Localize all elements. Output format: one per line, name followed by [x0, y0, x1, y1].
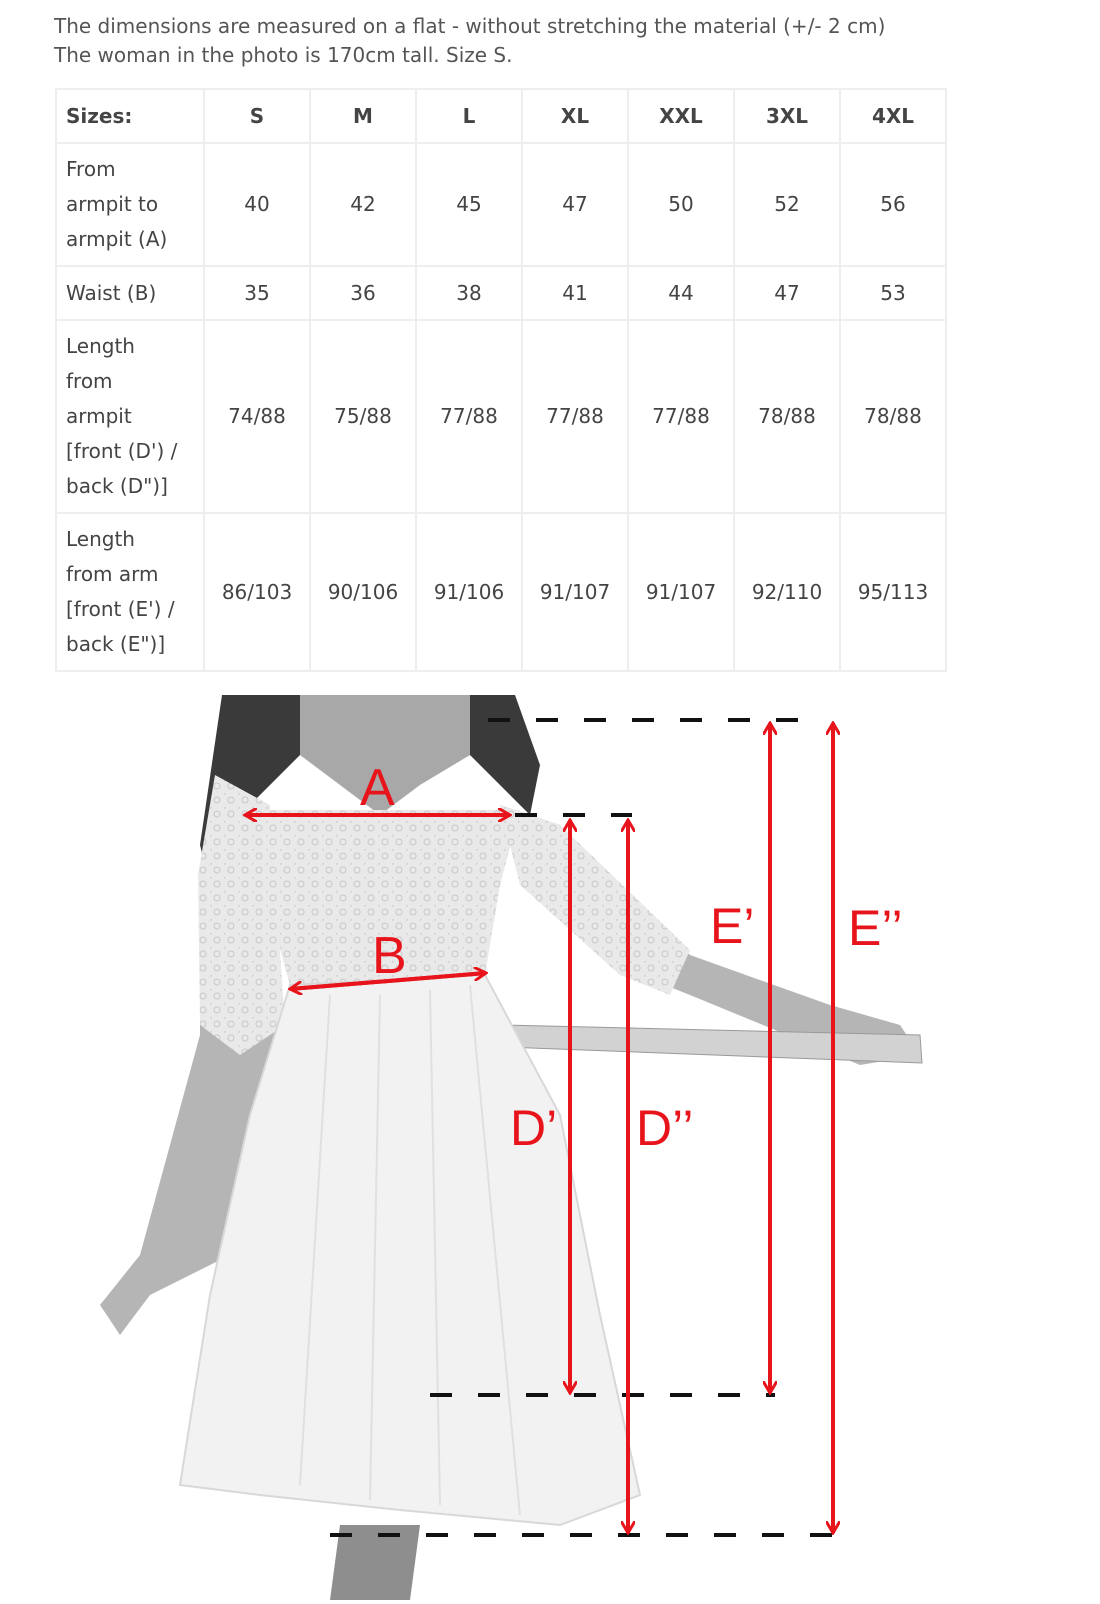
table-row — [56, 320, 946, 513]
measurement-diagram — [0, 695, 1100, 1600]
table-row — [56, 266, 946, 320]
size-m: M — [310, 89, 416, 143]
label-line: Waist (B) — [66, 280, 157, 305]
size-xxl: XXL — [628, 89, 734, 143]
table-cell: 42 — [310, 143, 416, 266]
label-line: Length — [66, 334, 135, 358]
table-cell: 74/88 — [204, 320, 310, 513]
label-line: [front (E') / — [66, 597, 175, 621]
row-label-length-arm — [56, 513, 204, 671]
label-line: from — [66, 369, 113, 393]
table-cell: 47 — [522, 143, 628, 266]
table-cell: 52 — [734, 143, 840, 266]
table-cell: 78/88 — [734, 320, 840, 513]
right-sleeve-shape — [500, 805, 690, 995]
size-header-row — [56, 89, 946, 143]
table-cell: 90/106 — [310, 513, 416, 671]
table-cell: 56 — [840, 143, 946, 266]
label-line: armpit — [66, 404, 132, 428]
label-line: back (E")] — [66, 632, 166, 656]
table-cell: 86/103 — [204, 513, 310, 671]
size-4xl: 4XL — [840, 89, 946, 143]
label-line: armpit (A) — [66, 227, 168, 251]
intro-line-2: The woman in the photo is 170cm tall. Size S. — [54, 43, 513, 67]
table-cell: 92/110 — [734, 513, 840, 671]
table-cell: 95/113 — [840, 513, 946, 671]
table-cell: 91/107 — [522, 513, 628, 671]
diagram-svg — [0, 695, 1100, 1600]
table-cell: 78/88 — [840, 320, 946, 513]
table-cell: 77/88 — [416, 320, 522, 513]
label-d2: D’’ — [636, 1100, 694, 1156]
table-cell: 77/88 — [628, 320, 734, 513]
table-cell: 36 — [310, 266, 416, 320]
size-table — [55, 88, 947, 672]
table-cell: 91/107 — [628, 513, 734, 671]
row-label-length-armpit — [56, 320, 204, 513]
sizes-header-label: Sizes: — [56, 89, 204, 143]
table-row — [56, 143, 946, 266]
table-cell: 75/88 — [310, 320, 416, 513]
label-line: Length — [66, 527, 135, 551]
table-cell: 35 — [204, 266, 310, 320]
label-line: armpit to — [66, 192, 159, 216]
intro-text — [54, 12, 885, 70]
table-cell: 41 — [522, 266, 628, 320]
intro-line-1: The dimensions are measured on a flat - without stretching the material (+/- 2 cm) — [54, 14, 886, 38]
table-cell: 44 — [628, 266, 734, 320]
label-line: [front (D') / — [66, 439, 178, 463]
size-xl: XL — [522, 89, 628, 143]
label-d1: D’ — [510, 1100, 558, 1156]
table-cell: 91/106 — [416, 513, 522, 671]
label-b: B — [372, 927, 407, 985]
row-label-armpit — [56, 143, 204, 266]
size-s: S — [204, 89, 310, 143]
table-cell: 40 — [204, 143, 310, 266]
label-line: from arm — [66, 562, 159, 586]
table-row — [56, 513, 946, 671]
size-l: L — [416, 89, 522, 143]
table-cell: 47 — [734, 266, 840, 320]
label-e2: E’’ — [848, 900, 903, 956]
table-cell: 38 — [416, 266, 522, 320]
label-e1: E’ — [710, 898, 755, 954]
label-a: A — [360, 759, 395, 817]
label-line: From — [66, 157, 116, 181]
table-cell: 77/88 — [522, 320, 628, 513]
row-label-waist — [56, 266, 204, 320]
table-cell: 45 — [416, 143, 522, 266]
table-cell: 50 — [628, 143, 734, 266]
size-3xl: 3XL — [734, 89, 840, 143]
table-cell: 53 — [840, 266, 946, 320]
label-line: back (D")] — [66, 474, 168, 498]
